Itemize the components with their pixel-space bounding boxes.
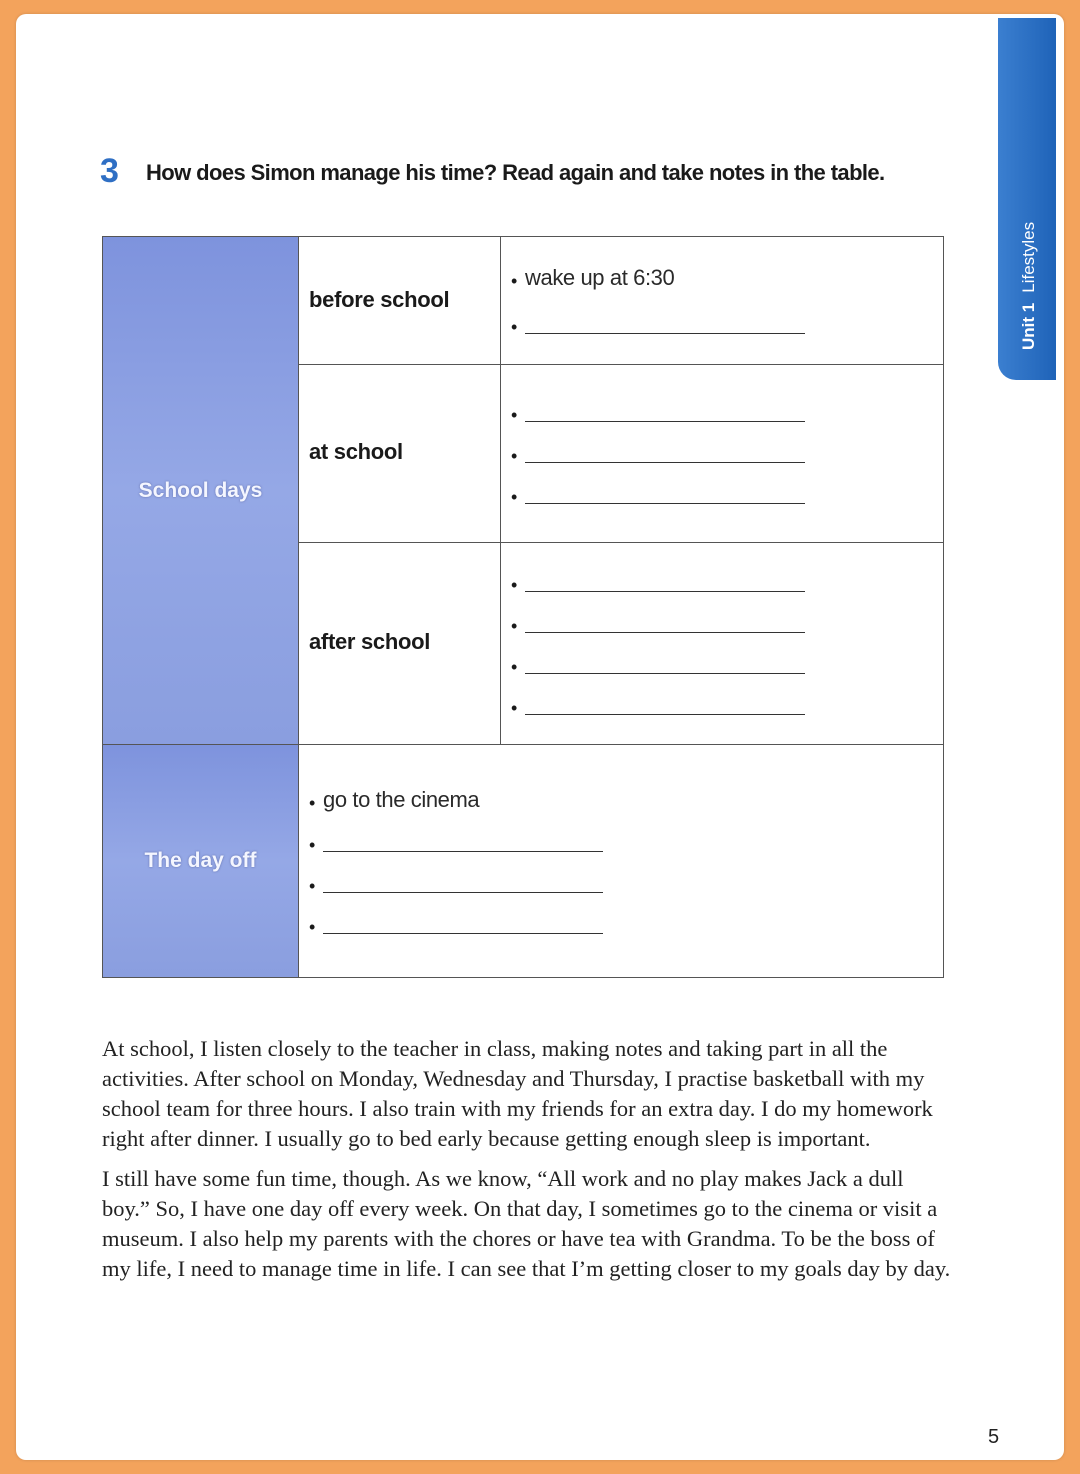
note-text: wake up at 6:30	[525, 265, 675, 290]
passage-paragraph: At school, I listen closely to the teacher in class, making notes and taking part in all the activities. After school on Monday, Wednesday and Thursday, I practise basketball with my school team for three hours. I also train with my friends for an extra day. I do my homework right after dinner. I usually go to bed early because getting enough sleep is important.	[102, 1036, 933, 1151]
answer-line[interactable]	[525, 421, 805, 422]
note-blank[interactable]	[511, 569, 811, 599]
notes-day-off	[299, 745, 943, 977]
bullet-icon: •	[511, 317, 518, 337]
note-item	[309, 787, 609, 817]
category-label: The day off	[144, 849, 257, 872]
answer-line[interactable]	[525, 632, 805, 633]
bullet-icon: •	[511, 698, 518, 718]
note-blank[interactable]	[511, 651, 811, 681]
bullet-icon: •	[511, 575, 518, 595]
period-label: after school	[309, 629, 431, 654]
category-day-off	[103, 745, 299, 977]
answer-line[interactable]	[525, 503, 805, 504]
note-blank[interactable]	[511, 311, 811, 341]
answer-line[interactable]	[525, 591, 805, 592]
bullet-icon: •	[309, 876, 316, 896]
answer-line[interactable]	[323, 892, 603, 893]
notes-before-school	[501, 237, 943, 365]
bullet-icon: •	[309, 835, 316, 855]
bullet-icon: •	[511, 616, 518, 636]
answer-line[interactable]	[525, 714, 805, 715]
category-label: School days	[138, 478, 263, 502]
note-blank[interactable]	[309, 870, 609, 900]
bullet-icon: •	[511, 405, 518, 425]
bullet-icon: •	[309, 917, 316, 937]
passage-paragraph: I still have some fun time, though. As we know, “All work and no play makes Jack a dull boy.” So, I have one day off every week. On that day, I sometimes go to the cinema or visit a museum. I also help my parents with the chores or have tea with Grandma. To be the boss of my life, I need to manage time in life. I can see that I’m getting closer to my goals day by day.	[102, 1166, 951, 1281]
period-label: at school	[309, 439, 403, 464]
period-after-school	[299, 543, 501, 745]
bullet-icon: •	[511, 446, 518, 466]
period-label: before school	[309, 287, 450, 312]
unit-topic: Lifestyles	[1019, 221, 1038, 293]
note-blank[interactable]	[511, 481, 811, 511]
textbook-page	[16, 14, 1064, 1460]
answer-line[interactable]	[323, 851, 603, 852]
note-blank[interactable]	[511, 610, 811, 640]
note-blank[interactable]	[511, 692, 811, 722]
category-school-days	[103, 237, 299, 745]
note-blank[interactable]	[309, 829, 609, 859]
bullet-icon: •	[511, 657, 518, 677]
note-text: go to the cinema	[323, 787, 480, 812]
notes-after-school	[501, 543, 943, 745]
bullet-icon: •	[511, 271, 518, 291]
bullet-icon: •	[309, 793, 316, 813]
answer-line[interactable]	[525, 673, 805, 674]
notes-at-school	[501, 365, 943, 543]
notes-table	[102, 236, 944, 978]
note-blank[interactable]	[511, 440, 811, 470]
note-blank[interactable]	[511, 399, 811, 429]
reading-passage	[102, 1034, 952, 1294]
period-at-school	[299, 365, 501, 543]
answer-line[interactable]	[525, 462, 805, 463]
task-instruction: How does Simon manage his time? Read again and take notes in the table.	[146, 160, 885, 185]
note-blank[interactable]	[309, 911, 609, 941]
bullet-icon: •	[511, 487, 518, 507]
unit-number: Unit 1	[1019, 302, 1038, 350]
answer-line[interactable]	[323, 933, 603, 934]
page-number: 5	[988, 1426, 1000, 1448]
task-number: 3	[100, 152, 119, 190]
answer-line[interactable]	[525, 333, 805, 334]
unit-side-tab-label	[1019, 222, 1039, 350]
note-item	[511, 265, 811, 295]
period-before-school	[299, 237, 501, 365]
